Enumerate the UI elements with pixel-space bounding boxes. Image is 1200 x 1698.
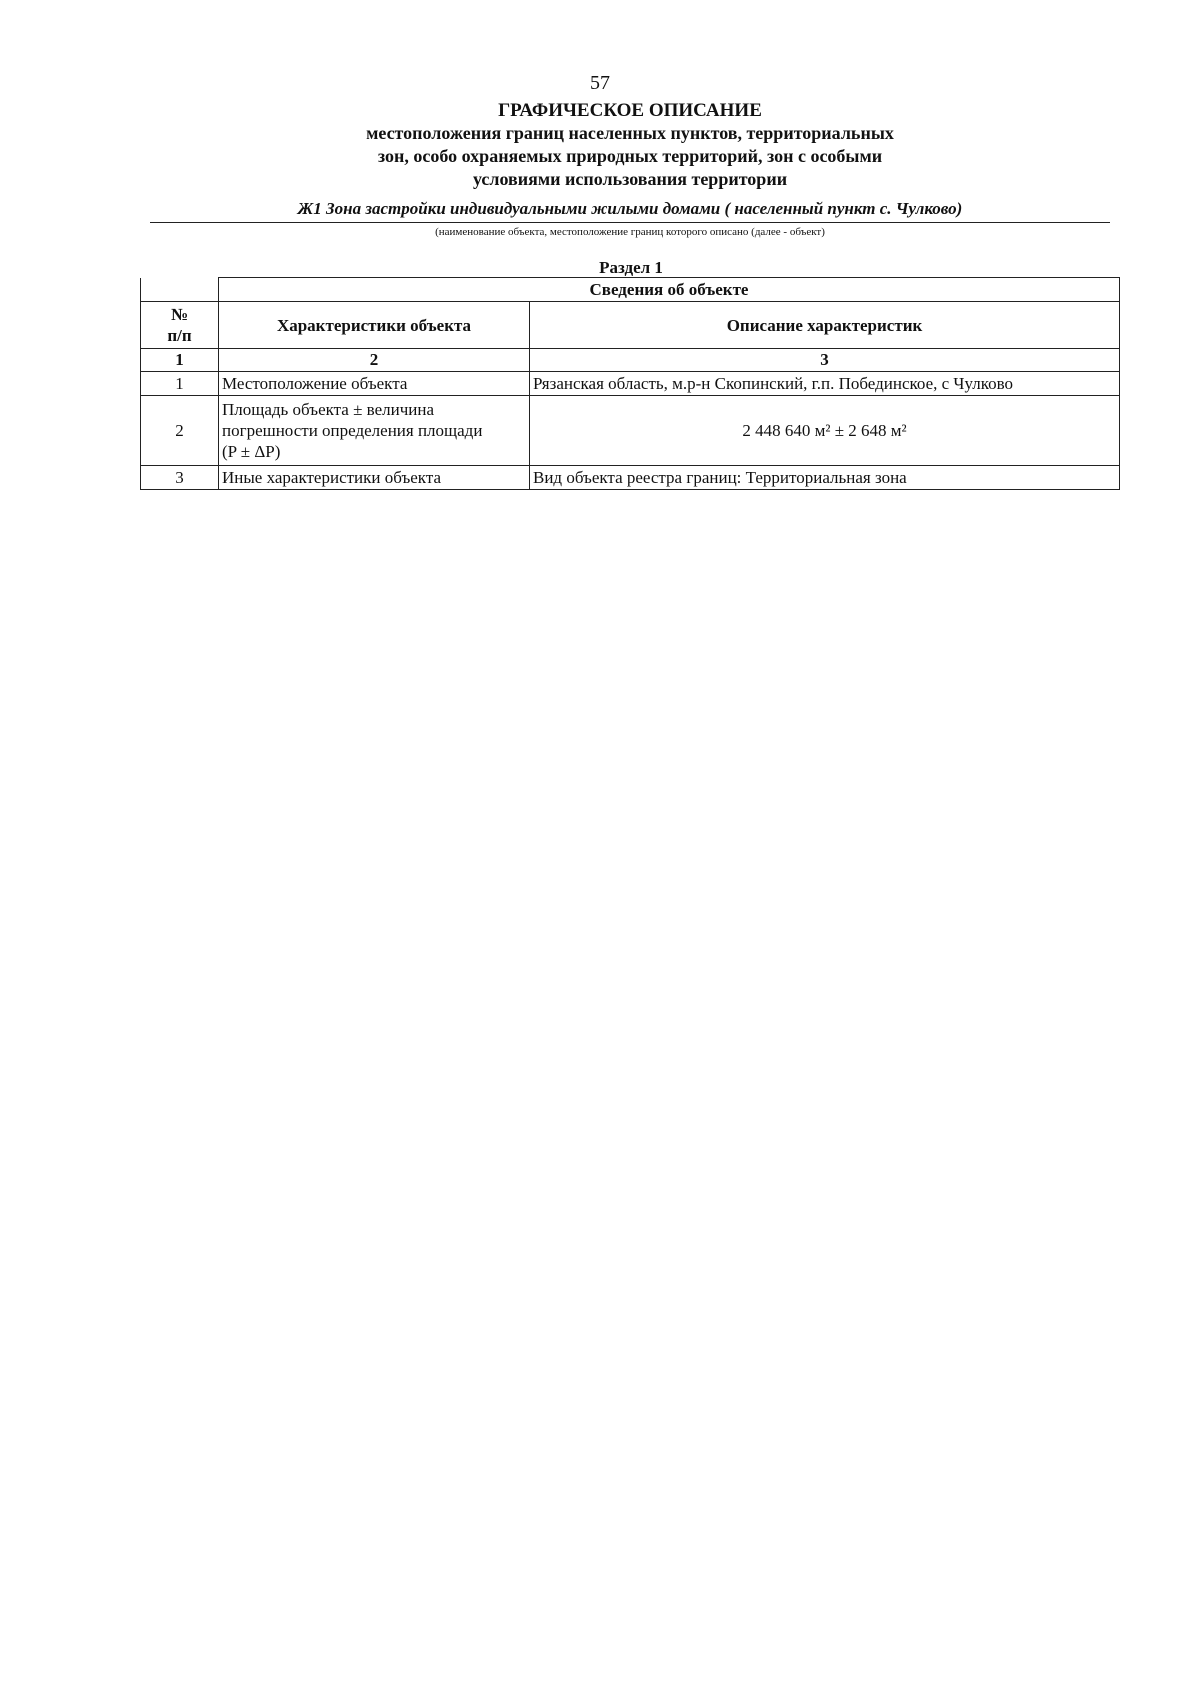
column-number-1: 1 — [141, 349, 219, 372]
column-numbers-row — [141, 349, 1120, 372]
column-number-3: 3 — [530, 349, 1120, 372]
table-band-row — [141, 278, 1120, 302]
row-characteristic-line-2: погрешности определения площади — [222, 421, 483, 440]
row-num: 3 — [141, 466, 219, 490]
page-number: 57 — [590, 72, 610, 94]
row-characteristic: Местоположение объекта — [219, 372, 530, 396]
document-title — [150, 99, 1110, 191]
title-main: ГРАФИЧЕСКОЕ ОПИСАНИЕ — [498, 100, 762, 121]
row-description: 2 448 640 м² ± 2 648 м² — [530, 396, 1120, 466]
header-characteristics: Характеристики объекта — [219, 302, 530, 349]
table-row — [141, 372, 1120, 396]
row-num: 2 — [141, 396, 219, 466]
table-header-row — [141, 302, 1120, 349]
row-characteristic-line-1: Площадь объекта ± величина — [222, 400, 435, 419]
row-description: Вид объекта реестра границ: Территориальная зона — [530, 466, 1120, 490]
header-description: Описание характеристик — [530, 302, 1120, 349]
object-name: Ж1 Зона застройки индивидуальными жилыми домами ( населенный пункт с. Чулково) — [297, 199, 963, 218]
row-description: Рязанская область, м.р-н Скопинский, г.п. Побединское, с Чулково — [530, 372, 1120, 396]
title-line-2: зон, особо охраняемых природных территорий, зон с особыми — [377, 146, 883, 166]
header-num — [141, 302, 219, 349]
title-line-1: местоположения границ населенных пунктов, территориальных — [366, 123, 894, 143]
section-title: Раздел 1 — [599, 258, 663, 277]
object-caption: (наименование объекта, местоположение границ которого описано (далее - объект) — [435, 226, 825, 238]
row-characteristic: Иные характеристики объекта — [219, 466, 530, 490]
table-row — [141, 466, 1120, 490]
column-number-2: 2 — [219, 349, 530, 372]
row-characteristic — [219, 396, 530, 466]
object-underline — [150, 222, 1110, 223]
row-characteristic-line-3: (P ± ΔP) — [222, 442, 281, 461]
title-line-3: условиями использования территории — [472, 169, 788, 189]
header-num-line-2: п/п — [167, 326, 192, 345]
row-num: 1 — [141, 372, 219, 396]
band-title: Сведения об объекте — [219, 278, 1120, 302]
header-num-line-1: № — [170, 305, 189, 324]
object-info-table — [140, 277, 1120, 490]
table-row — [141, 396, 1120, 466]
band-empty-cell — [141, 278, 219, 302]
